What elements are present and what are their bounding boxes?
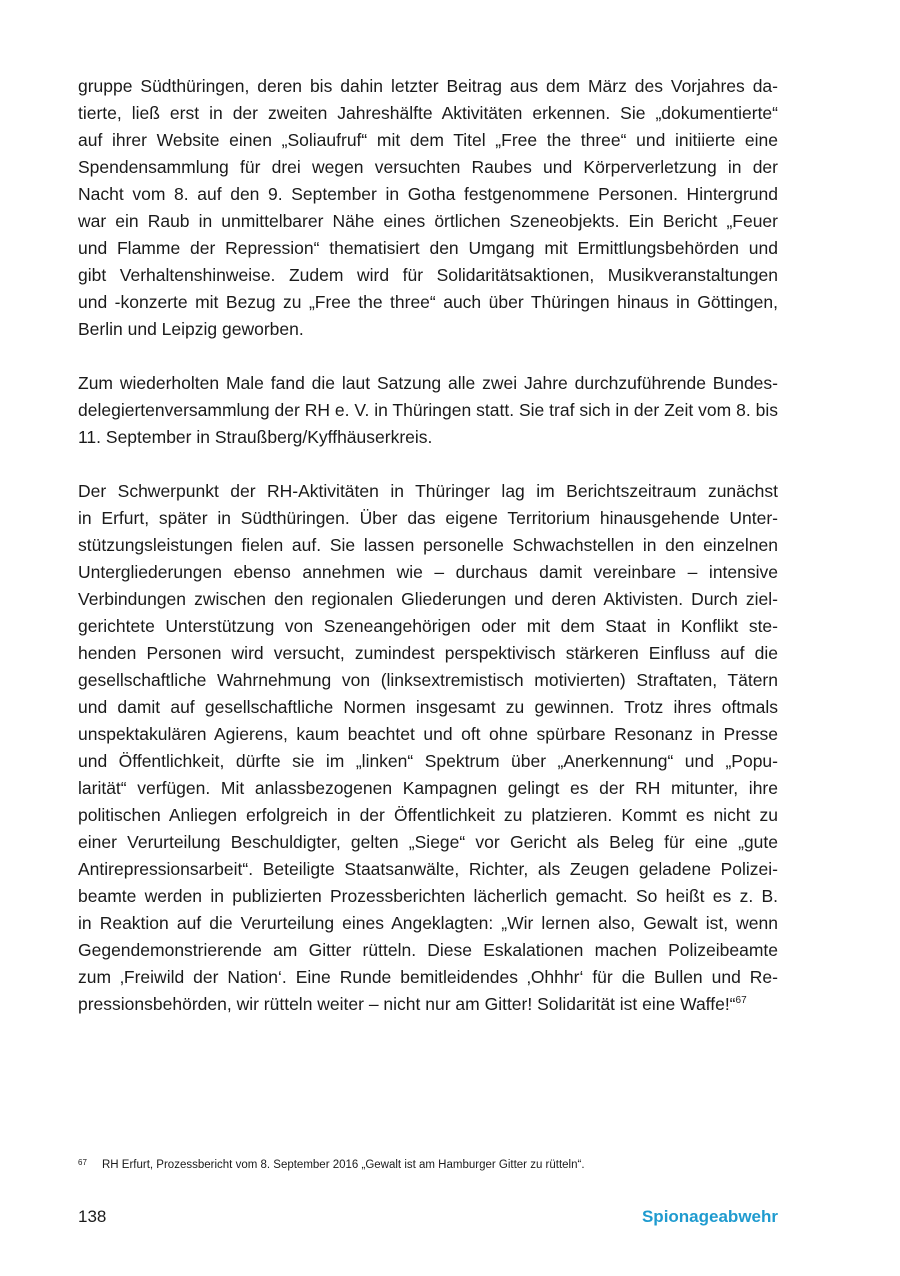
- text-line: henden Personen wird versucht, zumindest perspektivisch stärkeren Einfluss auf die: [78, 643, 778, 663]
- page-number: 138: [78, 1207, 107, 1226]
- text-line: stützungsleistungen fielen auf. Sie lassen personelle Schwachstellen in den einzelnen: [78, 535, 778, 555]
- paragraph-3: [78, 478, 778, 1018]
- paragraph-2: [78, 370, 778, 451]
- text-line: delegiertenversammlung der RH e. V. in Thüringen statt. Sie traf sich in der Zeit vom 8. bis: [78, 400, 778, 420]
- text-line: und damit auf gesellschaftliche Normen insgesamt zu gewinnen. Trotz ihres oftmals: [78, 697, 778, 717]
- text-line: Gegendemonstrierende am Gitter rütteln. Diese Eskalationen machen Polizeibeamte: [78, 940, 778, 960]
- text-line: unspektakulären Agierens, kaum beachtet und oft ohne spürbare Resonanz in Presse: [78, 724, 778, 744]
- text-line-last: [78, 991, 778, 1018]
- text-line: tierte, ließ erst in der zweiten Jahreshälfte Aktivitäten erkennen. Sie „dokumentierte“: [78, 103, 778, 123]
- text-line: Spendensammlung für drei wegen versuchten Raubes und Körperverletzung in der: [78, 157, 778, 177]
- text-line: in Reaktion auf die Verurteilung eines Angeklagten: „Wir lernen also, Gewalt ist, wenn: [78, 913, 778, 933]
- footnote-number: 67: [78, 1158, 87, 1167]
- text-line: in Erfurt, später in Südthüringen. Über das eigene Territorium hinausgehende Unter-: [78, 508, 778, 528]
- text-line: war ein Raub in unmittelbarer Nähe eines örtlichen Szeneobjekts. Ein Bericht „Feuer: [78, 211, 778, 231]
- footnote-text: RH Erfurt, Prozessbericht vom 8. September 2016 „Gewalt ist am Hamburger Gitter zu rütteln“.: [102, 1159, 585, 1171]
- text-line: auf ihrer Website einen „Soliaufruf“ mit dem Titel „Free the three“ und initiierte eine: [78, 130, 778, 150]
- text-line-content: pressionsbehörden, wir rütteln weiter – nicht nur am Gitter! Solidarität ist eine Waffe!“: [78, 994, 736, 1014]
- text-line: beamte werden in publizierten Prozessberichten lächerlich gemacht. So heißt es z. B.: [78, 886, 778, 906]
- text-line: gibt Verhaltenshinweise. Zudem wird für Solidaritätsaktionen, Musikveranstaltungen: [78, 265, 778, 285]
- text-line: politischen Anliegen erfolgreich in der Öffentlichkeit zu platzieren. Kommt es nicht zu: [78, 805, 778, 825]
- text-line: Berlin und Leipzig geworben.: [78, 319, 304, 339]
- text-line: und -konzerte mit Bezug zu „Free the three“ auch über Thüringen hinaus in Göttingen,: [78, 292, 778, 312]
- text-line: Untergliederungen ebenso annehmen wie – durchaus damit vereinbare – intensive: [78, 562, 778, 582]
- text-line: gruppe Südthüringen, deren bis dahin letzter Beitrag aus dem März des Vorjahres da-: [78, 76, 778, 96]
- text-line: gesellschaftliche Wahrnehmung von (linksextremistisch motivierten) Straftaten, Tätern: [78, 670, 778, 690]
- text-line: Verbindungen zwischen den regionalen Gliederungen und deren Aktivisten. Durch ziel-: [78, 589, 778, 609]
- text-line: Nacht vom 8. auf den 9. September in Gotha festgenommene Personen. Hintergrund: [78, 184, 778, 204]
- text-line: einer Verurteilung Beschuldigter, gelten „Siege“ vor Gericht als Beleg für eine „gute: [78, 832, 778, 852]
- running-footer-section: Spionageabwehr: [641, 1207, 778, 1226]
- paragraph-1: [78, 73, 778, 343]
- footnote: [78, 1157, 798, 1173]
- text-line: Zum wiederholten Male fand die laut Satzung alle zwei Jahre durchzuführende Bundes-: [78, 373, 778, 393]
- text-line: gerichtete Unterstützung von Szeneangehörigen oder mit dem Staat in Konflikt ste-: [78, 616, 778, 636]
- text-line: larität“ verfügen. Mit anlassbezogenen Kampagnen gelingt es der RH mitunter, ihre: [78, 778, 778, 798]
- text-line: Der Schwerpunkt der RH-Aktivitäten in Thüringer lag im Berichtszeitraum zunächst: [78, 481, 778, 501]
- text-line: und Öffentlichkeit, dürfte sie im „linken“ Spektrum über „Anerkennung“ und „Popu-: [78, 751, 778, 771]
- text-line: Antirepressionsarbeit“. Beteiligte Staatsanwälte, Richter, als Zeugen geladene Polizei-: [78, 859, 778, 879]
- text-line: und Flamme der Repression“ thematisiert den Umgang mit Ermittlungsbehörden und: [78, 238, 778, 258]
- footnote-reference[interactable]: 67: [735, 995, 747, 1007]
- text-line: 11. September in Straußberg/Kyffhäuserkreis.: [78, 427, 433, 447]
- text-line: zum ‚Freiwild der Nation‘. Eine Runde bemitleidendes ‚Ohhhr‘ für die Bullen und Re-: [78, 967, 778, 987]
